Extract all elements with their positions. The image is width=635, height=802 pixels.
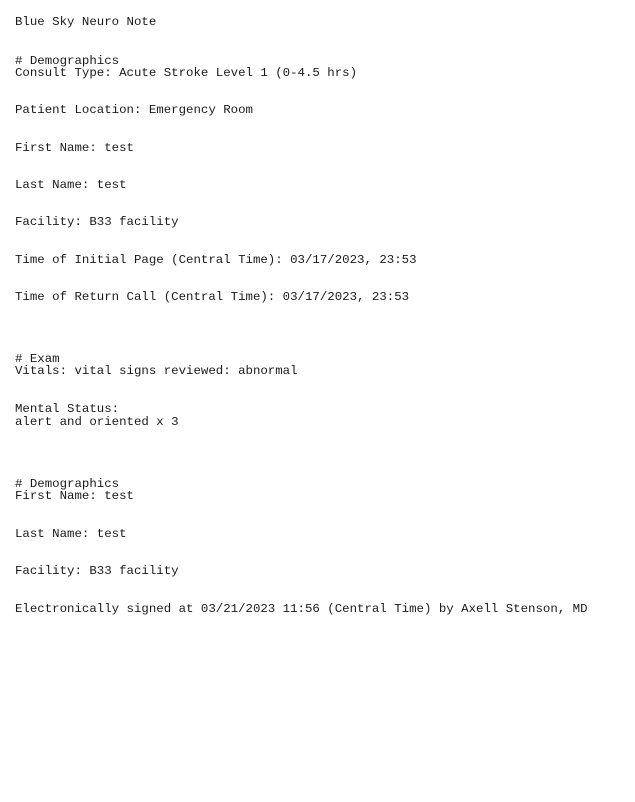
first-name-repeat: First Name: test — [15, 489, 134, 503]
facility: Facility: B33 facility — [15, 215, 179, 229]
vitals: Vitals: vital signs reviewed: abnormal — [15, 364, 298, 378]
patient-location: Patient Location: Emergency Room — [15, 103, 253, 117]
time-initial-page: Time of Initial Page (Central Time): 03/17/2023, 23:53 — [15, 253, 417, 267]
last-name: Last Name: test — [15, 178, 127, 192]
mental-status-label: Mental Status: — [15, 402, 120, 416]
facility-repeat: Facility: B33 facility — [15, 564, 179, 578]
time-return-call: Time of Return Call (Central Time): 03/17/2023, 23:53 — [15, 290, 410, 304]
exam-heading: # Exam — [15, 352, 60, 366]
signature-line: Electronically signed at 03/21/2023 11:56 (Central Time) by Axell Stenson, MD — [15, 602, 588, 616]
consult-type: Consult Type: Acute Stroke Level 1 (0-4.5 hrs) — [15, 66, 358, 80]
demographics-heading: # Demographics — [15, 54, 120, 68]
last-name-repeat: Last Name: test — [15, 527, 127, 541]
note-title: Blue Sky Neuro Note — [15, 15, 157, 29]
demographics-heading-repeat: # Demographics — [15, 477, 120, 491]
first-name: First Name: test — [15, 141, 134, 155]
mental-status-value: alert and oriented x 3 — [15, 415, 179, 429]
